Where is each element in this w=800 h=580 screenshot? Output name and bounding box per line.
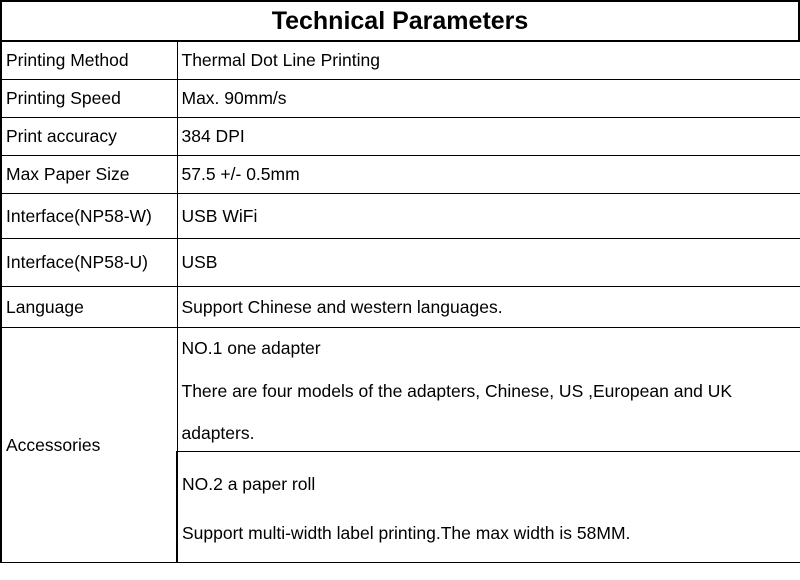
table-row-max-paper-size (1, 156, 800, 194)
row-label: Printing Speed (1, 80, 177, 118)
parameters-table (0, 42, 800, 563)
row-value: 57.5 +/- 0.5mm (177, 156, 800, 194)
row-value: USB WiFi (177, 194, 800, 239)
accessory-adapter-desc-1: There are four models of the adapters, Chinese, US ,European and UK (181, 381, 733, 401)
table-title: Technical Parameters (0, 0, 800, 42)
row-label-accessories: Accessories (1, 328, 177, 563)
accessory-paper-roll-cell (177, 452, 800, 563)
table-row-printing-speed (1, 80, 800, 118)
table-row-printing-method (1, 42, 800, 80)
table-row-language (1, 287, 800, 328)
accessory-paper-roll-title: NO.2 a paper roll (182, 474, 316, 494)
table-row-interface-u (1, 239, 800, 287)
row-label: Printing Method (1, 42, 177, 80)
table-row-interface-w (1, 194, 800, 239)
row-value: USB (177, 239, 800, 287)
accessory-adapter-desc-2: adapters. (181, 423, 255, 443)
row-label: Interface(NP58-W) (1, 194, 177, 239)
accessory-adapter-title: NO.1 one adapter (181, 338, 321, 358)
row-value: Max. 90mm/s (177, 80, 800, 118)
row-value: 384 DPI (177, 118, 800, 156)
row-value: Thermal Dot Line Printing (177, 42, 800, 80)
table-row-print-accuracy (1, 118, 800, 156)
accessory-adapter-cell (177, 328, 800, 452)
table-row-accessories-1 (1, 328, 800, 452)
row-label: Max Paper Size (1, 156, 177, 194)
row-label: Print accuracy (1, 118, 177, 156)
row-value: Support Chinese and western languages. (177, 287, 800, 328)
accessory-paper-roll-desc: Support multi-width label printing.The max width is 58MM. (182, 523, 631, 543)
row-label: Interface(NP58-U) (1, 239, 177, 287)
row-label: Language (1, 287, 177, 328)
